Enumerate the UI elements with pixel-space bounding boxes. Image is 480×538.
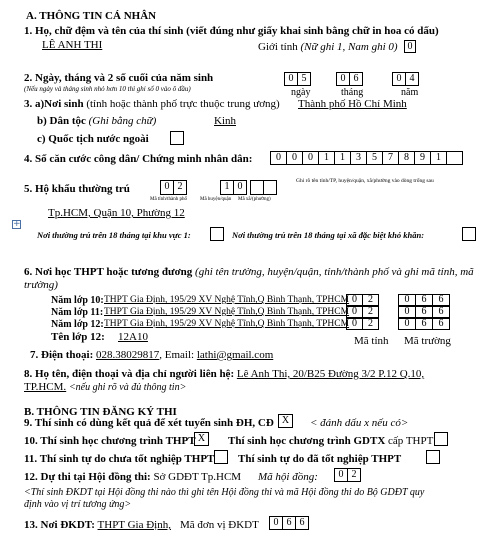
q3a-label: 3. a)Nơi sinh — [24, 98, 84, 110]
q12-hint-line1: <Thí sinh ĐKDT tại Hội đồng thi nào thì ghi tên Hội đồng thi và mã Hội đồng thi do Bộ GDĐT quy — [24, 487, 425, 498]
q5-province-boxes — [160, 180, 186, 195]
q13-unit-box[interactable]: 6 — [282, 516, 296, 530]
q5-commune-box[interactable] — [250, 180, 264, 195]
q4-label: 4. Số căn cước công dân/ Chứng minh nhân dân: — [24, 153, 253, 165]
q5-district-boxes — [220, 180, 246, 195]
q2-year-box[interactable]: 4 — [405, 72, 419, 86]
q3b-line — [37, 116, 156, 127]
q4-digit-box[interactable]: 9 — [414, 151, 431, 165]
q1-name-field[interactable]: LÊ ANH THI — [42, 39, 103, 51]
q5-dbkk-checkbox[interactable] — [462, 227, 476, 241]
q6-class-label: Tên lớp 12: — [51, 331, 105, 343]
q6-school-code-box[interactable]: 0 — [398, 294, 416, 306]
q4-digit-box[interactable]: 1 — [318, 151, 335, 165]
q6-hint-part2: trường) — [24, 279, 58, 291]
q6-school-code-box[interactable]: 6 — [432, 306, 450, 318]
q6-line — [24, 267, 474, 278]
q8-value-line2[interactable]: TP.HCM. — [24, 381, 67, 393]
q2-month-label: tháng — [341, 87, 364, 98]
q6-row-label: Năm lớp 10: — [51, 295, 104, 306]
q10-gdtx-checkbox[interactable] — [434, 432, 448, 446]
q5-address[interactable]: Tp.HCM, Quận 10, Phường 12 — [48, 207, 185, 219]
q1-gender-box[interactable]: 0 — [404, 40, 416, 53]
q3b-label: b) Dân tộc — [37, 115, 86, 127]
q2-day-boxes — [284, 72, 310, 86]
q10-thpt-checkbox[interactable]: X — [194, 432, 209, 446]
q3b-value[interactable]: Kinh — [214, 115, 236, 127]
q12-code-box[interactable]: 0 — [334, 468, 348, 482]
q7-line: 7. Điện thoại: 028.38029817, Email: lathi@gmail.com — [30, 349, 274, 361]
q6-row-province-boxes — [346, 318, 378, 330]
q13-unit-box[interactable]: 0 — [269, 516, 283, 530]
q3a-value[interactable]: Thành phố Hồ Chí Minh — [298, 98, 407, 110]
q6-province-box[interactable]: 0 — [346, 306, 363, 318]
q6-row-school-code-boxes — [398, 306, 449, 318]
q2-day-box[interactable]: 0 — [284, 72, 298, 86]
q6-province-box[interactable]: 0 — [346, 294, 363, 306]
q2-day-box[interactable]: 5 — [297, 72, 311, 86]
q12-value[interactable]: Sở GDĐT Tp.HCM — [153, 471, 242, 483]
q2-month-box[interactable]: 0 — [336, 72, 350, 86]
q5-kv1-checkbox[interactable] — [210, 227, 224, 241]
q4-digit-box[interactable]: 1 — [334, 151, 351, 165]
q6-row-school-code-boxes — [398, 294, 449, 306]
q6-row-province-boxes — [346, 294, 378, 306]
q5-kv1-label: Nơi thường trú trên 18 tháng tại khu vực 1: — [37, 230, 191, 240]
q6-row-school[interactable]: THPT Gia Định, 195/29 XV Nghệ Tĩnh,Q Bình Thạnh, TPHCM — [104, 319, 350, 329]
q4-digit-box[interactable]: 0 — [302, 151, 319, 165]
q11-graduated-checkbox[interactable] — [426, 450, 440, 464]
q6-school-code-box[interactable]: 6 — [415, 318, 433, 330]
q7-label: 7. Điện thoại: — [30, 349, 94, 361]
q8-line2 — [24, 382, 186, 393]
q10-label: 10. Thí sinh học chương trình THPT — [24, 435, 196, 447]
q9-hint: < đánh dấu x nếu có> — [310, 417, 409, 429]
q4-digit-box[interactable]: 0 — [286, 151, 303, 165]
q2-day-label: ngày — [291, 87, 311, 98]
q12-hint-line2: định vào vị trí tương ứng> — [24, 499, 132, 510]
q8-hint: <nếu ghi rõ và đủ thông tin> — [68, 382, 187, 393]
q4-digit-box[interactable]: 5 — [366, 151, 383, 165]
q2-year-label: năm — [401, 87, 419, 98]
q6-row-school-code-boxes — [398, 318, 449, 330]
q1-gender-hint: (Nữ ghi 1, Nam ghi 0) — [300, 41, 398, 53]
q5-district-box[interactable]: 1 — [220, 180, 234, 195]
q6-school-code-box[interactable]: 6 — [432, 318, 450, 330]
q5-commune-box[interactable] — [263, 180, 277, 195]
q6-school-code-box[interactable]: 6 — [415, 306, 433, 318]
q5-commune-boxes — [250, 180, 276, 195]
q10-gdtx-suffix: cấp THPT — [388, 435, 434, 447]
q2-month-boxes — [336, 72, 362, 86]
q12-code-box[interactable]: 2 — [347, 468, 361, 482]
q4-digit-box[interactable]: 0 — [270, 151, 287, 165]
q6-province-box[interactable]: 2 — [362, 318, 379, 330]
q11-label: 11. Thí sinh tự do chưa tốt nghiệp THPT — [24, 453, 215, 465]
q13-unit-boxes — [269, 516, 308, 530]
q9-label: 9. Thí sinh có dùng kết quả để xét tuyển sinh ĐH, CĐ — [24, 417, 274, 429]
q5-district-box[interactable]: 0 — [233, 180, 247, 195]
q4-digit-box[interactable] — [446, 151, 463, 165]
q6-row-label: Năm lớp 12: — [51, 319, 104, 330]
q2-month-box[interactable]: 6 — [349, 72, 363, 86]
q6-row-school[interactable]: THPT Gia Định, 195/29 XV Nghệ Tĩnh,Q Bình Thạnh, TPHCM — [104, 295, 350, 305]
q13-value[interactable]: THPT Gia Định, — [97, 519, 171, 531]
q6-school-code-box[interactable]: 0 — [398, 306, 416, 318]
q12-code-boxes — [334, 468, 360, 482]
q6-school-code-label: Mã trường — [404, 335, 451, 347]
q7-phone[interactable]: 028.38029817 — [96, 349, 160, 361]
q1-label: 1. Họ, chữ đệm và tên của thí sinh — [24, 25, 184, 37]
q11-label2: Thí sinh tự do đã tốt nghiệp THPT — [238, 453, 402, 465]
q3a-hint: (tỉnh hoặc thành phố trực thuộc trung ương) — [86, 98, 280, 110]
q6-province-code-label: Mã tỉnh — [354, 335, 389, 347]
q5-province-box[interactable]: 0 — [160, 180, 174, 195]
q2-label: 2. Ngày, tháng và 2 số cuối của năm sinh — [24, 72, 214, 84]
q3c-label: c) Quốc tịch nước ngoài — [37, 133, 149, 145]
q6-row-province-boxes — [346, 306, 378, 318]
q3c-checkbox[interactable] — [170, 131, 184, 145]
q5-province-label: Mã tỉnh/thành phố — [150, 197, 187, 202]
q4-digit-box[interactable]: 7 — [382, 151, 399, 165]
q5-commune-label: Mã xã/(phường) — [238, 197, 271, 202]
expand-plus-icon[interactable]: + — [13, 219, 21, 229]
q3a-line — [24, 99, 280, 110]
q12-label: 12. Dự thi tại Hội đồng thi: — [24, 471, 151, 483]
q10-gdtx-label: Thí sinh học chương trình GDTX — [228, 435, 386, 447]
q6-school-code-box[interactable]: 0 — [398, 318, 416, 330]
q9-checkbox[interactable]: X — [278, 414, 293, 428]
q6-province-box[interactable]: 2 — [362, 306, 379, 318]
q13-label: 13. Nơi ĐKDT: — [24, 519, 95, 531]
q6-school-code-box[interactable]: 6 — [432, 294, 450, 306]
q4-digit-boxes — [270, 151, 462, 165]
q5-note: Ghi rõ tên tỉnh/TP, huyện/quận, xã/phường vào dòng trống sau — [296, 178, 434, 184]
q4-digit-box[interactable]: 8 — [398, 151, 415, 165]
q6-row-label: Năm lớp 11: — [51, 307, 104, 318]
q2-year-boxes — [392, 72, 418, 86]
q7-email-label: Email: — [164, 349, 195, 361]
q11-not-graduated-checkbox[interactable] — [214, 450, 228, 464]
q5-label: 5. Hộ khẩu thường trú — [24, 183, 130, 195]
q5-province-box[interactable]: 2 — [173, 180, 187, 195]
q12-line — [24, 472, 241, 483]
q8-line1 — [24, 369, 424, 380]
section-b-title: B. THÔNG TIN ĐĂNG KÝ THI — [24, 406, 177, 418]
q4-digit-box[interactable]: 3 — [350, 151, 367, 165]
q2-hint: (Nếu ngày và tháng sinh nhỏ hơn 10 thì ghi số 0 vào ô đầu) — [24, 85, 191, 93]
q4-digit-box[interactable]: 1 — [430, 151, 447, 165]
q13-unit-box[interactable]: 6 — [295, 516, 309, 530]
q6-row-school[interactable]: THPT Gia Định, 195/29 XV Nghệ Tĩnh,Q Bình Thạnh, TPHCM — [104, 307, 350, 317]
q7-email[interactable]: lathi@gmail.com — [196, 349, 274, 361]
q6-label: 6. Nơi học THPT hoặc tương đương — [24, 266, 193, 278]
q3b-hint: (Ghi bằng chữ) — [88, 115, 157, 127]
q1-hint: (viết đúng như giấy khai sinh bằng chữ in hoa có dấu) — [186, 25, 439, 37]
q8-label: 8. Họ tên, điện thoại và địa chỉ người liên hệ: — [24, 368, 235, 380]
q10-gdtx — [228, 436, 433, 447]
q13-line — [24, 520, 171, 531]
q6-province-box[interactable]: 0 — [346, 318, 363, 330]
q5-district-label: Mã huyện/quận — [200, 197, 232, 202]
q6-province-box[interactable]: 2 — [362, 294, 379, 306]
q13-unit-label: Mã đơn vị ĐKDT — [180, 519, 259, 531]
q1-gender-label: Giới tính — [258, 41, 298, 53]
q2-year-box[interactable]: 0 — [392, 72, 406, 86]
q6-hint-part1: (ghi tên trường, huyện/quận, tỉnh/thành phố và ghi mã tỉnh, mã — [195, 266, 474, 278]
q5-dbkk-label: Nơi thường trú trên 18 tháng tại xã đặc biệt khó khăn: — [232, 230, 425, 240]
q8-value-line1[interactable]: Lê Anh Thi, 20/B25 Đường 3/2 P.12 Q.10, — [236, 368, 425, 380]
q1-line — [24, 26, 439, 37]
q6-class-value[interactable]: 12A10 — [118, 331, 148, 343]
section-a-title: A. THÔNG TIN CÁ NHÂN — [26, 10, 157, 22]
q6-school-code-box[interactable]: 6 — [415, 294, 433, 306]
q12-code-label: Mã hội đồng: — [258, 471, 318, 483]
q1-gender — [258, 42, 398, 53]
